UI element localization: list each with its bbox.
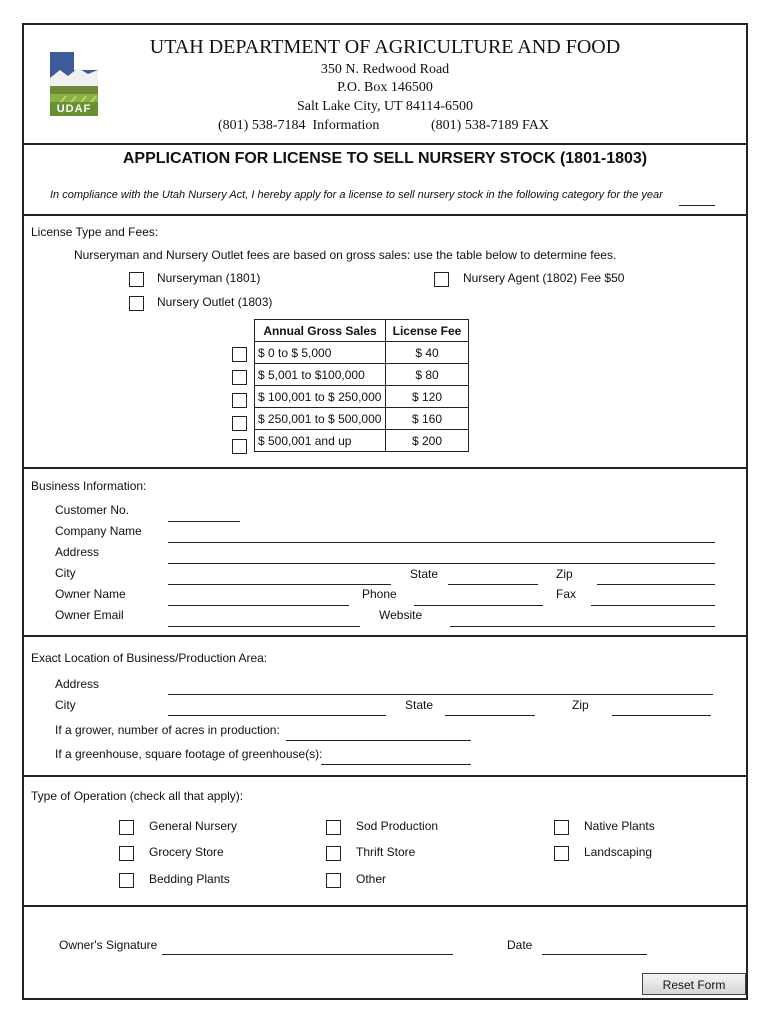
location-address-field[interactable] [168, 694, 713, 695]
owner-name-label: Owner Name [55, 587, 126, 601]
fee-cell: $ 80 [386, 364, 469, 386]
divider [22, 905, 748, 907]
website-field[interactable] [450, 626, 715, 627]
address-field[interactable] [168, 563, 715, 564]
fee-cell: $ 200 [386, 430, 469, 452]
nursery-agent-label: Nursery Agent (1802) Fee $50 [463, 271, 625, 285]
sod-production-label: Sod Production [356, 819, 439, 833]
fax-number: (801) 538-7189 FAX [431, 118, 549, 133]
table-row [255, 408, 469, 430]
location-heading: Exact Location of Business/Production Area: [31, 651, 268, 665]
nurseryman-checkbox[interactable] [129, 272, 144, 287]
form-title: APPLICATION FOR LICENSE TO SELL NURSERY STOCK (1801-1803) [122, 150, 648, 167]
divider [22, 775, 748, 777]
location-zip-field[interactable] [612, 715, 711, 716]
location-zip-label: Zip [572, 698, 589, 712]
landscaping-checkbox[interactable] [554, 846, 569, 861]
fee-tier-2-checkbox[interactable] [232, 370, 247, 385]
agency-name: UTAH DEPARTMENT OF AGRICULTURE AND FOOD [149, 36, 621, 58]
table-row [255, 386, 469, 408]
thrift-store-label: Thrift Store [356, 845, 416, 859]
fee-cell: $ 160 [386, 408, 469, 430]
fax-label: Fax [556, 587, 577, 601]
landscaping-label: Landscaping [584, 845, 653, 859]
company-name-field[interactable] [168, 542, 715, 543]
fee-table-header [255, 320, 469, 342]
bedding-plants-checkbox[interactable] [119, 873, 134, 888]
divider [22, 214, 748, 216]
divider [22, 635, 748, 637]
general-nursery-checkbox[interactable] [119, 820, 134, 835]
date-label: Date [507, 938, 533, 952]
thrift-store-checkbox[interactable] [326, 846, 341, 861]
fee-tier-4-checkbox[interactable] [232, 416, 247, 431]
zip-field[interactable] [597, 584, 715, 585]
fee-cell: $ 120 [386, 386, 469, 408]
nursery-outlet-label: Nursery Outlet (1803) [157, 295, 273, 309]
sod-production-checkbox[interactable] [326, 820, 341, 835]
sales-cell: $ 0 to $ 5,000 [255, 342, 386, 364]
grocery-store-label: Grocery Store [149, 845, 224, 859]
address-line-2: P.O. Box 146500 [337, 80, 433, 95]
sqft-field[interactable] [321, 764, 471, 765]
nursery-agent-checkbox[interactable] [434, 272, 449, 287]
logo-text: UDAF [56, 103, 92, 115]
acres-field[interactable] [286, 740, 471, 741]
phone-info [218, 118, 379, 134]
owner-email-field[interactable] [168, 626, 360, 627]
city-label: City [55, 566, 76, 580]
compliance-text: In compliance with the Utah Nursery Act, I hereby apply for a license to sell nursery stock in the following category for the year [50, 189, 663, 201]
sales-header: Annual Gross Sales [255, 320, 386, 342]
udaf-logo [46, 50, 102, 118]
location-state-field[interactable] [445, 715, 535, 716]
customer-no-field[interactable] [168, 521, 240, 522]
customer-no-label: Customer No. [55, 503, 130, 517]
other-checkbox[interactable] [326, 873, 341, 888]
general-nursery-label: General Nursery [149, 819, 238, 833]
location-state-label: State [405, 698, 434, 712]
address-label: Address [55, 545, 100, 559]
license-heading: License Type and Fees: [31, 225, 159, 239]
state-field[interactable] [448, 584, 538, 585]
native-plants-checkbox[interactable] [554, 820, 569, 835]
date-field[interactable] [542, 954, 647, 955]
owner-email-label: Owner Email [55, 608, 124, 622]
zip-label: Zip [556, 567, 573, 581]
bedding-plants-label: Bedding Plants [149, 872, 230, 886]
table-row [255, 364, 469, 386]
city-field[interactable] [168, 584, 391, 585]
owner-name-field[interactable] [168, 605, 349, 606]
fee-cell: $ 40 [386, 342, 469, 364]
fee-tier-5-checkbox[interactable] [232, 439, 247, 454]
location-city-label: City [55, 698, 76, 712]
fee-header: License Fee [386, 320, 469, 342]
acres-label: If a grower, number of acres in production: [55, 723, 280, 737]
sales-cell: $ 5,001 to $100,000 [255, 364, 386, 386]
location-city-field[interactable] [168, 715, 386, 716]
fax-field[interactable] [591, 605, 715, 606]
sales-cell: $ 100,001 to $ 250,000 [255, 386, 386, 408]
divider [22, 143, 748, 145]
address-line-1: 350 N. Redwood Road [320, 62, 450, 77]
location-address-label: Address [55, 677, 100, 691]
grocery-store-checkbox[interactable] [119, 846, 134, 861]
native-plants-label: Native Plants [584, 819, 655, 833]
table-row [255, 342, 469, 364]
address-line-3: Salt Lake City, UT 84114-6500 [296, 99, 474, 114]
sqft-label: If a greenhouse, square footage of greenhouse(s): [55, 747, 323, 761]
fee-tier-3-checkbox[interactable] [232, 393, 247, 408]
signature-label: Owner's Signature [59, 938, 158, 952]
year-field[interactable] [679, 205, 715, 206]
license-note: Nurseryman and Nursery Outlet fees are based on gross sales: use the table below to determine fees. [74, 248, 617, 262]
operation-heading: Type of Operation (check all that apply): [31, 789, 244, 803]
nurseryman-label: Nurseryman (1801) [157, 271, 261, 285]
company-name-label: Company Name [55, 524, 142, 538]
fee-tier-1-checkbox[interactable] [232, 347, 247, 362]
state-label: State [410, 567, 439, 581]
website-label: Website [379, 608, 423, 622]
phone-label: Phone [362, 587, 397, 601]
business-heading: Business Information: [31, 479, 147, 493]
sales-cell: $ 250,001 to $ 500,000 [255, 408, 386, 430]
sales-cell: $ 500,001 and up [255, 430, 386, 452]
fee-table [254, 319, 469, 452]
table-row [255, 430, 469, 452]
nursery-outlet-checkbox[interactable] [129, 296, 144, 311]
phone-field[interactable] [414, 605, 543, 606]
phone-label: Information [312, 118, 380, 133]
reset-form-button[interactable]: Reset Form [642, 973, 746, 995]
divider [22, 467, 748, 469]
signature-field[interactable] [162, 954, 453, 955]
phone-number: (801) 538-7184 [218, 118, 306, 133]
other-label: Other [356, 872, 387, 886]
